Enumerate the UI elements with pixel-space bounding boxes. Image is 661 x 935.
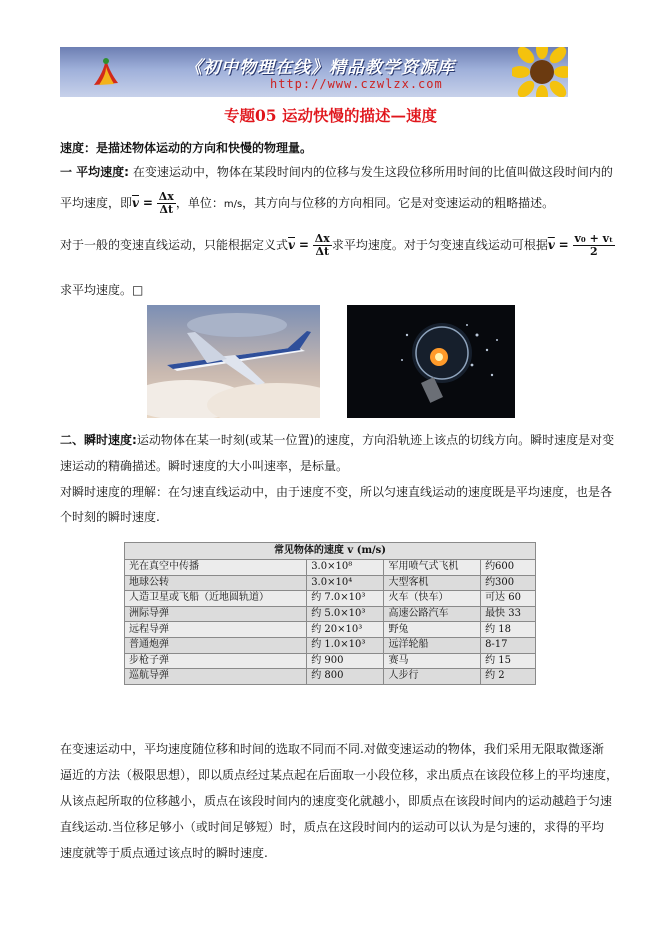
- general-motion-line: [60, 232, 614, 258]
- table-cell: 洲际导弹: [125, 606, 307, 622]
- closing-text4: 直线运动.当位移足够小（或时间足够短）时，质点在这段时间内的运动可以认为是匀速的，求得的平均: [60, 820, 604, 834]
- table-cell: 步枪子弹: [125, 653, 307, 669]
- table-row: [125, 560, 536, 576]
- table-row: [125, 606, 536, 622]
- frac2a-denominator: Δt: [315, 245, 330, 258]
- table-cell: 人造卫星或飞船（近地圆轨道）: [125, 591, 307, 607]
- table-cell: 约300: [481, 575, 536, 591]
- frac-numerator: Δx: [158, 190, 174, 203]
- average-speed-text2c: ，其方向与位移的方向相同。它是对变速运动的粗略描述。: [242, 196, 555, 210]
- frac-denominator: Δt: [159, 203, 174, 216]
- equals-sign-3: =: [558, 238, 569, 252]
- equals-sign-2: =: [298, 238, 309, 252]
- banner-url: http://www.czwlzx.com: [270, 77, 443, 91]
- table-cell: 约 20×10³: [307, 622, 384, 638]
- table-cell: 火车（快车）: [384, 591, 481, 607]
- instant-speed-text4: 个时刻的瞬时速度.: [60, 510, 160, 524]
- equals-sign: =: [142, 196, 153, 210]
- airplane-photo: [147, 305, 320, 418]
- line4-text: 求平均速度。□: [60, 283, 144, 297]
- table-cell: 巡航导弹: [125, 669, 307, 685]
- closing-text1: 在变速运动中，平均速度随位移和时间的选取不同而不同.对做变速运动的物体，我们采用无限取微逐渐: [60, 742, 604, 756]
- table-cell: 地球公转: [125, 575, 307, 591]
- table-cell: 高速公路汽车: [384, 606, 481, 622]
- table-row: [125, 591, 536, 607]
- frac3-numerator: v₀ + vₜ: [574, 232, 614, 245]
- table-title: 常见物体的速度 v (m/s): [125, 543, 536, 560]
- table-cell: 约 18: [481, 622, 536, 638]
- line3a-text: 对于一般的变速直线运动，只能根据定义式: [60, 238, 289, 252]
- table-cell: 约600: [481, 560, 536, 576]
- instant-speed-line1: [60, 432, 615, 448]
- lightbulb-image: [347, 305, 515, 418]
- table-cell: 8-17: [481, 637, 536, 653]
- average-speed-text2b: ，单位：: [175, 196, 224, 210]
- v-symbol-2: $\overline{v}$: [288, 238, 295, 252]
- table-cell: 3.0×10⁴: [307, 575, 384, 591]
- table-cell: 光在真空中传播: [125, 560, 307, 576]
- unit-text: m/s: [223, 199, 243, 210]
- fraction-dx-dt-2: [313, 233, 332, 258]
- airplane-image: [147, 305, 320, 418]
- frac3-denominator: 2: [589, 245, 598, 258]
- instant-speed-text3: 对瞬时速度的理解：在匀速直线运动中，由于速度不变，所以匀速直线运动的速度既是平均速度，也是各: [60, 485, 613, 499]
- v-symbol: $\overline{v}$: [132, 196, 139, 210]
- table-cell: 最快 33: [481, 606, 536, 622]
- table-cell: 约 15: [481, 653, 536, 669]
- table-cell: 军用喷气式飞机: [384, 560, 481, 576]
- instant-speed-text1: 运动物体在某一时刻(或某一位置)的速度，方向沿轨迹上该点的切线方向。瞬时速度是对变: [136, 433, 615, 447]
- instant-speed-label: 二、瞬时速度:: [60, 433, 137, 447]
- logo-icon: [90, 55, 122, 89]
- table-row: [125, 669, 536, 685]
- table-row: [125, 622, 536, 638]
- table-cell: 约 1.0×10³: [307, 637, 384, 653]
- average-speed-text1: 在变速运动中，物体在某段时间内的位移与发生这段位移所用时间的比值叫做这段时间内的: [132, 165, 613, 179]
- instant-speed-text2: 速运动的精确描述。瞬时速度的大小叫速率，是标量。: [60, 459, 349, 473]
- table-cell: 约 7.0×10³: [307, 591, 384, 607]
- table-row: [125, 575, 536, 591]
- header-banner: [60, 47, 568, 97]
- frac2a-numerator: Δx: [314, 232, 330, 245]
- table-cell: 赛马: [384, 653, 481, 669]
- document-title: 专题05 运动快慢的描述—速度: [224, 106, 437, 125]
- average-speed-line1: [60, 164, 613, 180]
- speed-definition: 速度：是描述物体运动的方向和快慢的物理量。: [60, 141, 313, 155]
- fraction-v0-vt: [573, 233, 616, 258]
- fraction-dx-dt: [157, 191, 176, 216]
- table-cell: 普通炮弹: [125, 637, 307, 653]
- closing-text3: 从该点起所取的位移越小，质点在该段时间内的速度变化就越小，即质点在该段时间内的运动越趋于匀速: [60, 794, 613, 808]
- average-speed-text2a: 平均速度，即: [60, 196, 133, 210]
- table-cell: 约 5.0×10³: [307, 606, 384, 622]
- table-row: [125, 637, 536, 653]
- average-speed-line2: [60, 190, 605, 218]
- sunflower-icon: [512, 47, 568, 97]
- closing-text2: 逼近的方法（极限思想），即以质点经过某点起在后面取一小段位移，求出质点在该段位移上的平均速度，: [60, 768, 619, 782]
- speed-table: [124, 542, 536, 685]
- line3b-text: 求平均速度。对于匀变速直线运动可根据: [331, 238, 548, 252]
- table-cell: 约 900: [307, 653, 384, 669]
- table-cell: 约 2: [481, 669, 536, 685]
- closing-text5: 速度就等于质点通过该点时的瞬时速度.: [60, 846, 268, 860]
- table-cell: 大型客机: [384, 575, 481, 591]
- table-cell: 人步行: [384, 669, 481, 685]
- table-cell: 野兔: [384, 622, 481, 638]
- table-cell: 远程导弹: [125, 622, 307, 638]
- table-cell: 可达 60: [481, 591, 536, 607]
- table-body: [125, 560, 536, 685]
- table-cell: 3.0×10⁸: [307, 560, 384, 576]
- average-speed-label: 一 平均速度:: [60, 165, 129, 179]
- table-cell: 约 800: [307, 669, 384, 685]
- banner-title: 《初中物理在线》精品教学资源库: [185, 58, 455, 78]
- v-symbol-3: $\overline{v}$: [547, 238, 555, 252]
- table-cell: 远洋轮船: [384, 637, 481, 653]
- lightbulb-photo: [347, 305, 515, 418]
- table-row: [125, 653, 536, 669]
